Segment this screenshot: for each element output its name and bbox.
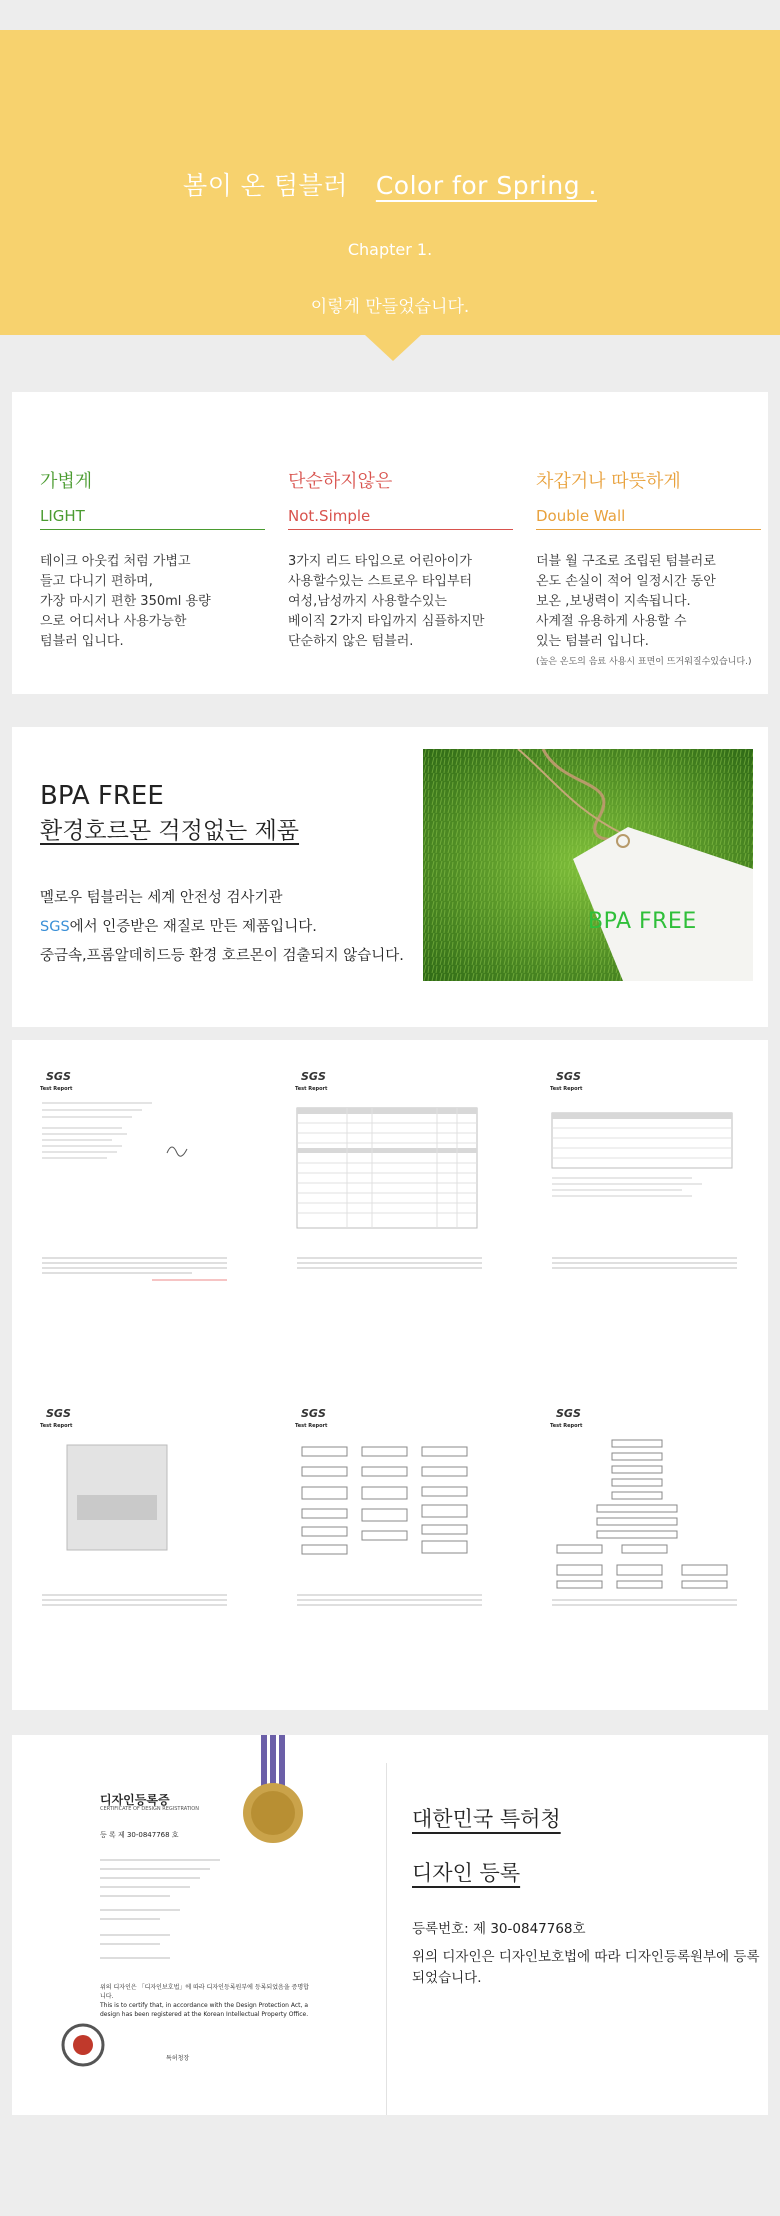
sgs-highlight: SGS [40,919,70,935]
test-report-page [287,1385,492,1655]
certificate-detail-lines [100,1855,300,1965]
certificate-title: 디자인등록증 [100,1793,170,1807]
sgs-logo: SGS [46,1070,71,1083]
feature-subtitle: LIGHT [40,507,265,530]
report-header: Test Report [40,1086,73,1092]
registration-number: 등록번호: 제 30-0847768호 [412,1921,586,1937]
feature-body: 테이크 아웃컵 처럼 가볍고 들고 다니기 편하며, 가장 마시기 편한 350ml 용량 으로 어디서나 사용가능한 텀블러 입니다. [40,554,211,649]
certificate-details [100,1855,300,1969]
certificate-subtitle: CERTIFICATE OF DESIGN REGISTRATION [100,1806,199,1812]
sgs-logo: SGS [301,1407,326,1420]
hero-banner [0,30,780,335]
report-header: Test Report [295,1086,328,1092]
hero-pointer-arrow [365,335,421,361]
bpa-line-1: 멜로우 텀블러는 세계 안전성 검사기관 [40,890,283,906]
bpa-line-2-rest: 에서 인증받은 재질로 만든 제품입니다. [69,919,317,935]
hero-subtitle: Color for Spring . [375,171,597,200]
test-report-page [542,1048,747,1318]
hero-chapter: Chapter 1. [347,240,433,259]
feature-double-wall [536,467,761,667]
sgs-logo: SGS [556,1070,581,1083]
registration-description: 위의 디자인은 디자인보호법에 따라 디자인등록원부에 등록되었습니다. [412,1949,760,1986]
report-header: Test Report [550,1423,583,1429]
sgs-logo: SGS [556,1407,581,1420]
grass-tag-illustration [423,749,753,981]
report-header: Test Report [40,1423,73,1429]
test-report-page [32,1385,237,1655]
test-report-page [542,1385,747,1655]
certificate-statement-en: This is to certify that, in accordance with the Design Protection Act, a design has been registered at the Korean Intellectual Property Office. [100,2002,309,2018]
certificate-statement [100,1983,310,2019]
test-report-page [32,1048,237,1318]
registration-title-2: 디자인 등록 [412,1861,521,1885]
bpa-title: BPA FREE [40,781,164,811]
bpa-card [12,727,768,1027]
registration-title-1: 대한민국 특허청 [412,1807,561,1831]
feature-note: (높은 온도의 음료 사용시 표면이 뜨거워질수있습니다.) [536,657,752,667]
certificate-number: 등 록 제 30-0847768 호 [100,1831,179,1839]
certificate-statement-ko: 위의 디자인은 「디자인보호법」에 따라 디자인등록원부에 등록되었음을 증명합니다. [100,1984,309,2000]
test-report-page [287,1048,492,1318]
sgs-logo: SGS [46,1407,71,1420]
hero-title [0,166,780,202]
report-header: Test Report [295,1423,328,1429]
report-header: Test Report [550,1086,583,1092]
features-card [12,392,768,694]
design-certificate [36,1735,386,2115]
feature-title: 차갑거나 따뜻하게 [536,471,681,492]
bpa-line-3: 중금속,프롬알데히드등 환경 호르몬이 검출되지 않습니다. [40,948,404,964]
bpa-free-label: BPA FREE [588,909,697,934]
hero-description: 이렇게 만들었습니다. [310,297,470,317]
divider [386,1763,387,2115]
bpa-line-2 [40,913,404,942]
feature-title: 단순하지않은 [288,471,393,492]
test-reports-card [12,1040,768,1710]
certificate-office: 특허청장 [166,2055,190,2062]
feature-title: 가볍게 [40,471,93,492]
feature-body: 더블 월 구조로 조립된 텀블러로 온도 손실이 적어 일정시간 동안 보온 ,보냉력이 지속됩니다. 사계절 유용하게 사용할 수 있는 텀블러 입니다. [536,554,716,649]
feature-subtitle: Not.Simple [288,507,513,530]
sgs-logo: SGS [301,1070,326,1083]
feature-subtitle: Double Wall [536,507,761,530]
feature-light [40,467,265,652]
feature-not-simple [288,467,513,652]
feature-body: 3가지 리드 타입으로 어린아이가 사용할수있는 스트로우 타입부터 여성,남성까지 사용할수있는 베이직 2가지 타입까지 심플하지만 단순하지 않은 텀블러. [288,554,485,649]
bpa-tag-photo [423,749,753,981]
bpa-subtitle: 환경호르몬 걱정없는 제품 [40,818,300,844]
design-registration-card [12,1735,768,2115]
hero-title-ko: 봄이 온 텀블러 [183,171,348,200]
bpa-text [40,884,404,971]
